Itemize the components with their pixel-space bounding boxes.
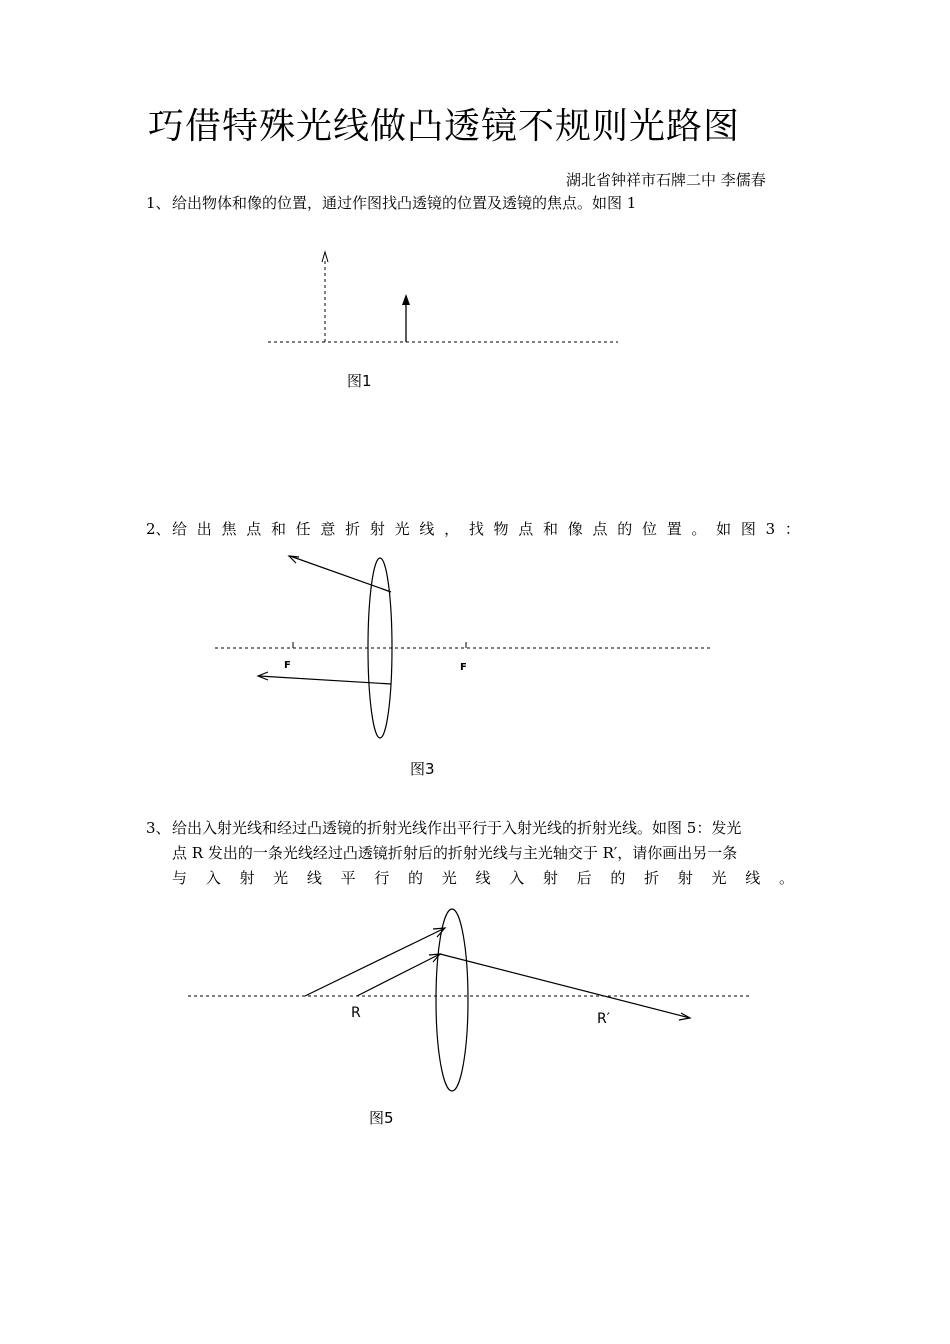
question-3-line-2: 点 R 发出的一条光线经过凸透镜折射后的折射光线与主光轴交于 R′，请你画出另一条 (172, 844, 738, 862)
figure-3-caption: 图3 (410, 760, 435, 778)
figure-5-label-R-prime: R′ (597, 1011, 610, 1027)
question-3-number: 3、 (146, 819, 171, 837)
question-1-number: 1、 (146, 194, 171, 212)
question-2-text: 给 出 焦 点 和 任 意 折 射 光 线 ， 找 物 点 和 像 点 的 位 置 。 如 图 3 ： (172, 520, 800, 538)
question-3-line-3: 与 入 射 光 线 平 行 的 光 线 入 射 后 的 折 射 光 线 。 (172, 869, 794, 887)
question-2-number: 2、 (146, 520, 171, 538)
figure-5-caption: 图5 (369, 1109, 394, 1127)
figure-3-focus-left-label: F (284, 660, 291, 671)
question-3-line-1: 3、给出入射光线和经过凸透镜的折射光线作出平行于入射光线的折射光线。如图 5：发光 (146, 815, 741, 841)
author-line: 湖北省钟祥市石牌二中 李儒春 (566, 171, 766, 189)
figure-3-focus-right-label: F (460, 662, 467, 673)
figure-5-refracted-ray (440, 954, 690, 1018)
question-1-text: 给出物体和像的位置，通过作图找凸透镜的位置及透镜的焦点。如图 1 (172, 194, 637, 212)
figure-1-caption: 图1 (347, 372, 372, 390)
figure-5-label-R: R (351, 1005, 361, 1021)
figure-5-incident-ray-from-R (357, 954, 440, 996)
page-title: 巧借特殊光线做凸透镜不规则光路图 (148, 106, 741, 147)
figure-5-convex-lens (436, 909, 468, 1091)
